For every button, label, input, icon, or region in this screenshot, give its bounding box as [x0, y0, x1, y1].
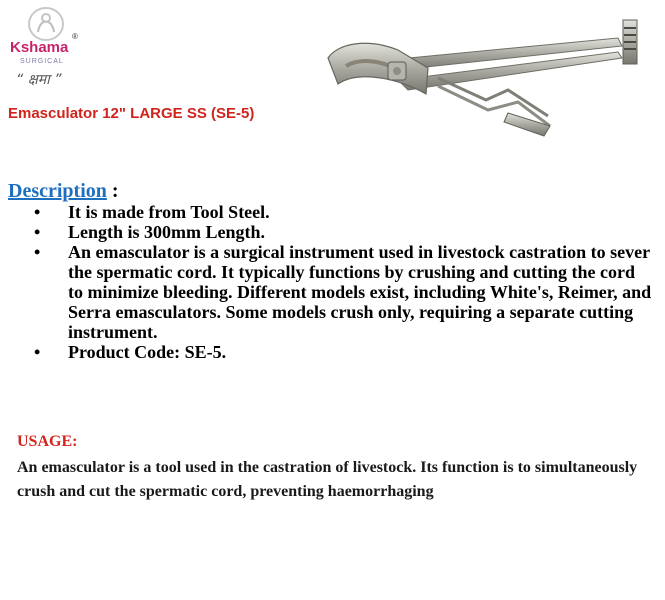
description-item-material: • It is made from Tool Steel.: [34, 202, 654, 222]
brand-hindi-name: “ क्षमा ”: [16, 72, 62, 88]
brand-logo: [6, 4, 86, 96]
emasculator-tool-icon: [318, 18, 658, 148]
description-item-product-code: • Product Code: SE-5.: [34, 342, 654, 362]
description-item-overview: • An emasculator is a surgical instrument used in livestock castration to sever the spermatic cord. It typically functions by crushing and cutting the cord to minimize bleeding. Different models exist, including White's, Reimer, and Serra emasculators. Some models crush only, requiring a separate cutting instrument.: [34, 242, 654, 342]
description-list: [34, 202, 654, 362]
description-item-length: • Length is 300mm Length.: [34, 222, 654, 242]
brand-name: Kshama: [10, 39, 69, 56]
brand-subtitle: SURGICAL: [20, 58, 64, 65]
description-heading-label: Description: [8, 180, 107, 202]
usage-text: An emasculator is a tool used in the castration of livestock. Its function is to simultaneously crush and cut the spermatic cord, preventing haemorrhaging: [17, 459, 638, 500]
usage-heading: USAGE:: [17, 433, 78, 450]
logo-emblem-icon: [26, 6, 66, 42]
description-heading-colon: :: [111, 180, 119, 202]
registered-mark: ®: [72, 32, 78, 41]
product-title: Emasculator 12" LARGE SS (SE-5): [8, 105, 255, 122]
description-heading: [8, 180, 119, 203]
